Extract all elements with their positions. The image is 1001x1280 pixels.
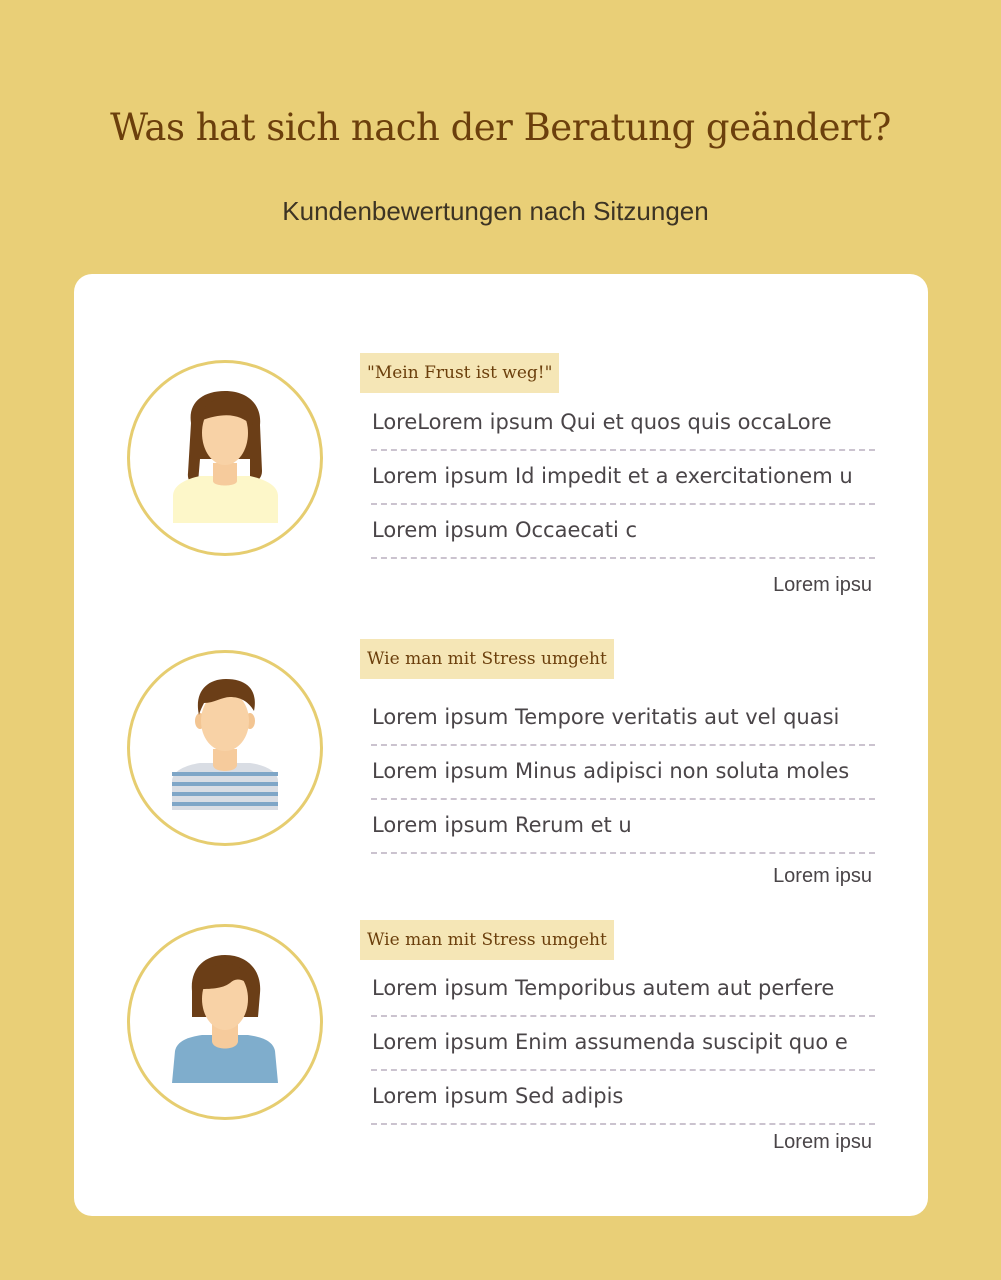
testimonial-line: Lorem ipsum Id impedit et a exercitationem u (371, 451, 875, 505)
woman-long-hair-icon (130, 363, 320, 553)
testimonial-footer: Lorem ipsu (773, 1131, 872, 1153)
testimonials-card (74, 274, 928, 1216)
testimonial-lines (371, 692, 875, 854)
man-striped-shirt-icon (130, 653, 320, 843)
testimonial-line: Lorem ipsum Temporibus autem aut perfere (371, 963, 875, 1017)
quote-badge: Wie man mit Stress umgeht (360, 920, 614, 960)
page-subtitle: Kundenbewertungen nach Sitzungen (282, 196, 709, 226)
testimonial-line: Lorem ipsum Tempore veritatis aut vel quasi (371, 692, 875, 746)
testimonial-line: Lorem ipsum Enim assumenda suscipit quo e (371, 1017, 875, 1071)
page-title: Was hat sich nach der Beratung geändert? (110, 106, 891, 149)
testimonial-line: Lorem ipsum Sed adipis (371, 1071, 875, 1125)
testimonial-line: Lorem ipsum Rerum et u (371, 800, 875, 854)
avatar (127, 924, 323, 1120)
avatar (127, 360, 323, 556)
testimonial-footer: Lorem ipsu (773, 865, 872, 887)
testimonial-lines (371, 963, 875, 1125)
quote-badge: "Mein Frust ist weg!" (360, 353, 559, 393)
avatar (127, 650, 323, 846)
quote-badge: Wie man mit Stress umgeht (360, 639, 614, 679)
testimonial-line: LoreLorem ipsum Qui et quos quis occaLore (371, 397, 875, 451)
testimonial-footer: Lorem ipsu (773, 574, 872, 596)
woman-short-hair-icon (130, 927, 320, 1117)
testimonial-line: Lorem ipsum Occaecati c (371, 505, 875, 559)
testimonial-lines (371, 397, 875, 559)
testimonial-line: Lorem ipsum Minus adipisci non soluta moles (371, 746, 875, 800)
